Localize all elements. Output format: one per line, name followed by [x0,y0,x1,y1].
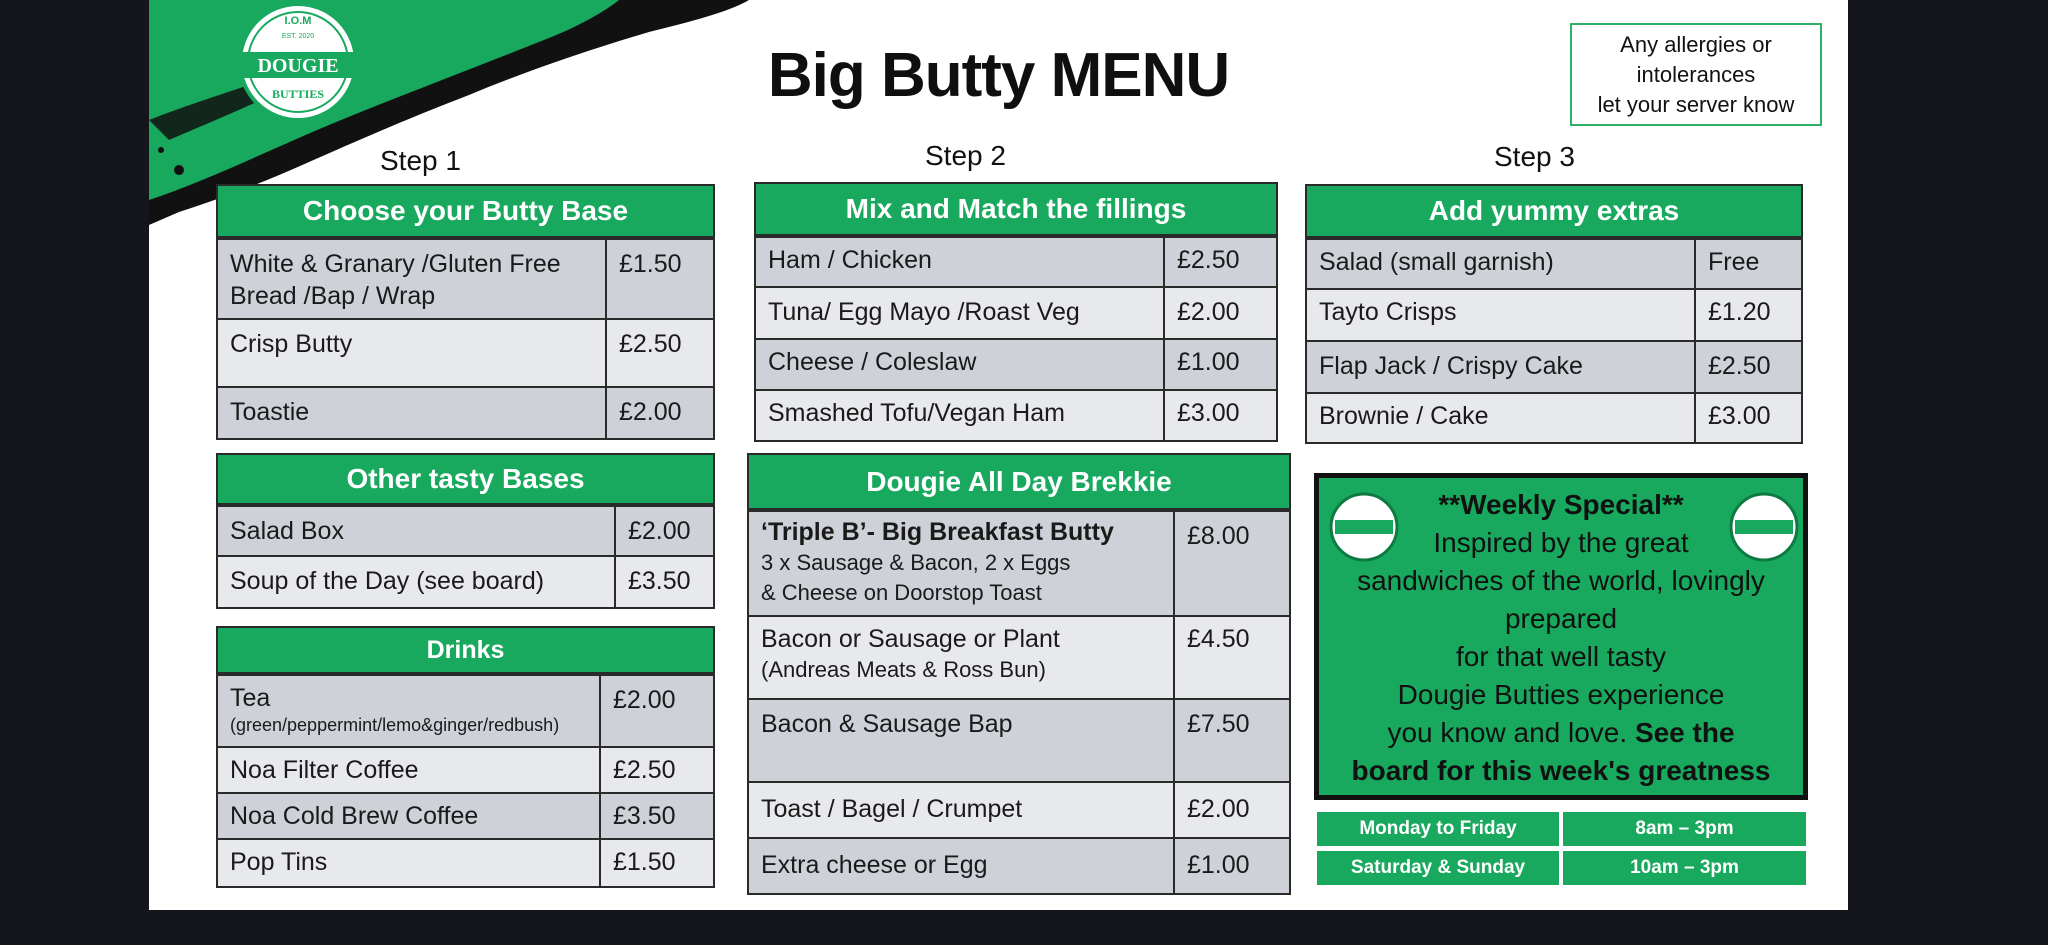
dougie-butties-logo-small-right [1727,490,1801,564]
item-name: Bacon & Sausage Bap [761,710,1013,738]
item-name: Toast / Bagel / Crumpet [761,795,1023,823]
extras-table [1305,184,1803,444]
hours-days: Saturday & Sunday [1317,851,1559,885]
special-line-3: prepared [1504,603,1618,634]
special-line-2: sandwiches of the world, lovingly [1357,565,1765,596]
dougie-butties-logo-small-left [1327,490,1401,564]
table-row [218,386,713,438]
table-row [756,236,1276,286]
special-line-5: Dougie Butties experience [1397,679,1725,710]
item-name: Tayto Crisps [1319,298,1457,326]
table-row [1307,392,1801,442]
item-price: £3.50 [614,557,713,607]
allergy-line-2: intolerances [1636,61,1756,87]
table-row [218,505,713,555]
table-row [1307,288,1801,340]
hours-row-weekend [1317,851,1806,885]
special-line-6 [1319,714,1803,752]
menu-sheet [149,0,1848,910]
other-bases-header: Other tasty Bases [218,455,713,505]
item-name: Toastie [230,398,310,426]
page-title: Big Butty MENU [767,41,1230,110]
hours-row-weekday [1317,812,1806,846]
item-name: Smashed Tofu/Vegan Ham [768,399,1065,427]
table-row [749,837,1289,893]
weekly-special-title: **Weekly Special** [1438,489,1684,520]
item-price: £1.20 [1694,290,1801,340]
table-row [1307,340,1801,392]
item-name [218,676,599,746]
item-price: £2.50 [1163,238,1276,286]
special-line-1: Inspired by the great [1433,527,1689,558]
item-name: Extra cheese or Egg [761,851,988,879]
special-plain-text: you know and love. [1387,717,1635,748]
other-bases-table [216,453,715,609]
hours-time: 8am – 3pm [1563,812,1806,846]
table-row [749,698,1289,781]
weekly-special-box [1314,473,1808,800]
table-row [749,510,1289,615]
item-price: £1.00 [1173,839,1289,893]
table-row [218,792,713,838]
item-price: £3.00 [1163,391,1276,440]
table-row [218,238,713,318]
table-row [218,318,713,386]
item-name: Soup of the Day (see board) [230,567,545,595]
item-name: Ham / Chicken [768,246,932,274]
drinks-table [216,626,715,888]
item-name: Salad Box [230,517,344,545]
item-name: Noa Cold Brew Coffee [230,802,479,830]
allergy-note [1570,23,1822,126]
special-bold-text-1: See the [1634,717,1735,748]
brekkie-header: Dougie All Day Brekkie [749,455,1289,510]
triple-b-detail-2: & Cheese on Doorstop Toast [761,580,1042,605]
item-price: £2.00 [614,507,713,555]
item-price: £2.50 [1694,342,1801,392]
item-price: £1.00 [1163,340,1276,389]
item-name: Salad (small garnish) [1319,248,1554,276]
table-row [756,286,1276,338]
item-name: Brownie / Cake [1319,402,1489,430]
logo-top-text: I.O.M [284,15,312,27]
step-2-label: Step 2 [925,140,1006,171]
item-name: White & Granary /Gluten Free Bread /Bap / Wrap [230,250,561,310]
item-price: £4.50 [1173,617,1289,698]
item-name: Pop Tins [230,848,328,876]
allergy-line-1: Any allergies or [1620,31,1772,57]
table-row [749,615,1289,698]
table-row [218,838,713,886]
drink-name: Tea [230,684,271,712]
item-price: £7.50 [1173,700,1289,781]
step-1-label: Step 1 [380,145,461,176]
bacon-sausage-name: Bacon or Sausage or Plant [761,625,1060,653]
fillings-table [754,182,1278,442]
table-row [749,781,1289,837]
brekkie-table [747,453,1291,895]
item-price: £2.00 [1173,783,1289,837]
hours-time: 10am – 3pm [1563,851,1806,885]
item-price: £3.50 [599,794,713,838]
item-price: £1.50 [605,240,713,318]
logo-sub-text: BUTTIES [271,87,325,101]
item-name: Cheese / Coleslaw [768,348,977,376]
hours-days: Monday to Friday [1317,812,1559,846]
fillings-header: Mix and Match the fillings [756,184,1276,236]
special-line-4: for that well tasty [1455,641,1667,672]
item-price: £3.00 [1694,394,1801,442]
triple-b-name: ‘Triple B’- Big Breakfast Butty [761,518,1114,546]
table-row [218,674,713,746]
item-name: Tuna/ Egg Mayo /Roast Veg [768,298,1080,326]
allergy-line-3: let your server know [1597,91,1795,117]
item-price: £1.50 [599,840,713,886]
item-name: Noa Filter Coffee [230,756,419,784]
step-3-label: Step 3 [1494,141,1575,172]
item-price: £2.50 [605,320,713,386]
logo-est-text: EST. 2020 [281,33,315,40]
drinks-header: Drinks [218,628,713,674]
table-row [218,555,713,607]
table-row [218,746,713,792]
item-price: £2.00 [599,676,713,746]
item-name: Flap Jack / Crispy Cake [1319,352,1583,380]
item-price: Free [1694,240,1801,288]
table-row [756,389,1276,440]
item-name [749,617,1173,698]
item-price: £2.00 [1163,288,1276,338]
item-name: Crisp Butty [230,330,353,358]
butty-base-header: Choose your Butty Base [218,186,713,238]
butty-base-table [216,184,715,440]
item-price: £8.00 [1173,512,1289,615]
item-price: £2.00 [605,388,713,438]
logo-name-text: DOUGIE [257,55,339,77]
table-row [756,338,1276,389]
bacon-sausage-detail: (Andreas Meats & Ross Bun) [761,657,1046,682]
tea-varieties: (green/peppermint/lemo&ginger/redbush) [230,715,560,735]
special-bold-text-2: board for this week's greatness [1351,755,1771,786]
table-row [1307,238,1801,288]
item-name [749,512,1173,615]
extras-header: Add yummy extras [1307,186,1801,238]
item-price: £2.50 [599,748,713,792]
triple-b-detail-1: 3 x Sausage & Bacon, 2 x Eggs [761,550,1071,575]
